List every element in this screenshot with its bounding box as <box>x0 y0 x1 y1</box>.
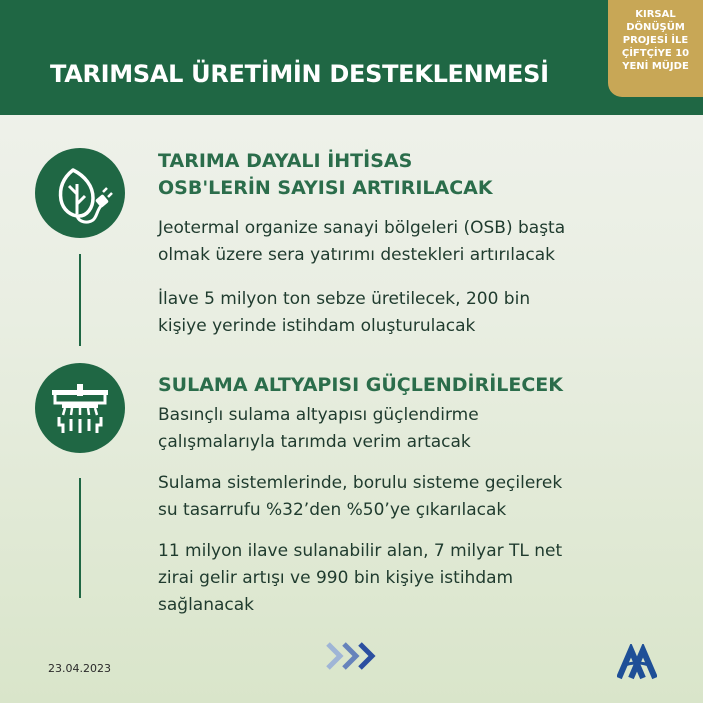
heading-line: SULAMA ALTYAPISI GÜÇLENDİRİLECEK <box>158 374 564 396</box>
badge-line: YENİ MÜJDE <box>622 61 689 72</box>
chevrons-right-icon <box>324 638 384 678</box>
section-1-heading <box>158 148 493 202</box>
section-2-paragraph-1 <box>158 402 688 456</box>
paragraph-line: sağlanacak <box>158 595 255 615</box>
aa-logo-icon <box>617 644 657 684</box>
badge-line: ÇİFTÇİYE 10 <box>621 48 690 59</box>
section-2-heading <box>158 372 563 399</box>
page-title: TARIMSAL ÜRETİMİN DESTEKLENMESİ <box>50 60 549 88</box>
header-bar <box>0 0 703 115</box>
section-1-connector-line <box>79 254 81 346</box>
paragraph-line: Jeotermal organize sanayi bölgeleri (OSB) başta <box>158 218 566 238</box>
section-1-paragraph-2 <box>158 286 688 340</box>
paragraph-line: çalışmalarıyla tarımda verim artacak <box>158 432 471 452</box>
badge-line: KIRSAL <box>635 9 676 20</box>
project-badge <box>608 0 703 97</box>
section-1-paragraph-1 <box>158 215 688 269</box>
paragraph-line: su tasarrufu %32’den %50’ye çıkarılacak <box>158 500 507 520</box>
paragraph-line: Sulama sistemlerinde, borulu sisteme geçilerek <box>158 473 563 493</box>
publish-date: 23.04.2023 <box>48 662 111 675</box>
paragraph-line: İlave 5 milyon ton sebze üretilecek, 200 bin <box>158 289 531 309</box>
paragraph-line: 11 milyon ilave sulanabilir alan, 7 milyar TL net <box>158 541 563 561</box>
section-2-paragraph-3 <box>158 538 688 619</box>
paragraph-line: zirai gelir artışı ve 990 bin kişiye istihdam <box>158 568 514 588</box>
paragraph-line: Basınçlı sulama altyapısı güçlendirme <box>158 405 479 425</box>
paragraph-line: kişiye yerinde istihdam oluşturulacak <box>158 316 476 336</box>
badge-line: PROJESİ İLE <box>622 35 689 46</box>
irrigation-sprinkler-icon <box>35 363 125 453</box>
heading-line: TARIMA DAYALI İHTİSAS <box>158 150 413 172</box>
section-1-icon-circle <box>35 148 125 238</box>
leaf-plug-icon <box>35 148 125 238</box>
section-2-connector-line <box>79 478 81 598</box>
section-2-paragraph-2 <box>158 470 688 524</box>
badge-line: DÖNÜŞÜM <box>626 22 685 33</box>
section-2-icon-circle <box>35 363 125 453</box>
paragraph-line: olmak üzere sera yatırımı destekleri artırılacak <box>158 245 556 265</box>
heading-line: OSB'LERİN SAYISI ARTIRILACAK <box>158 177 493 199</box>
